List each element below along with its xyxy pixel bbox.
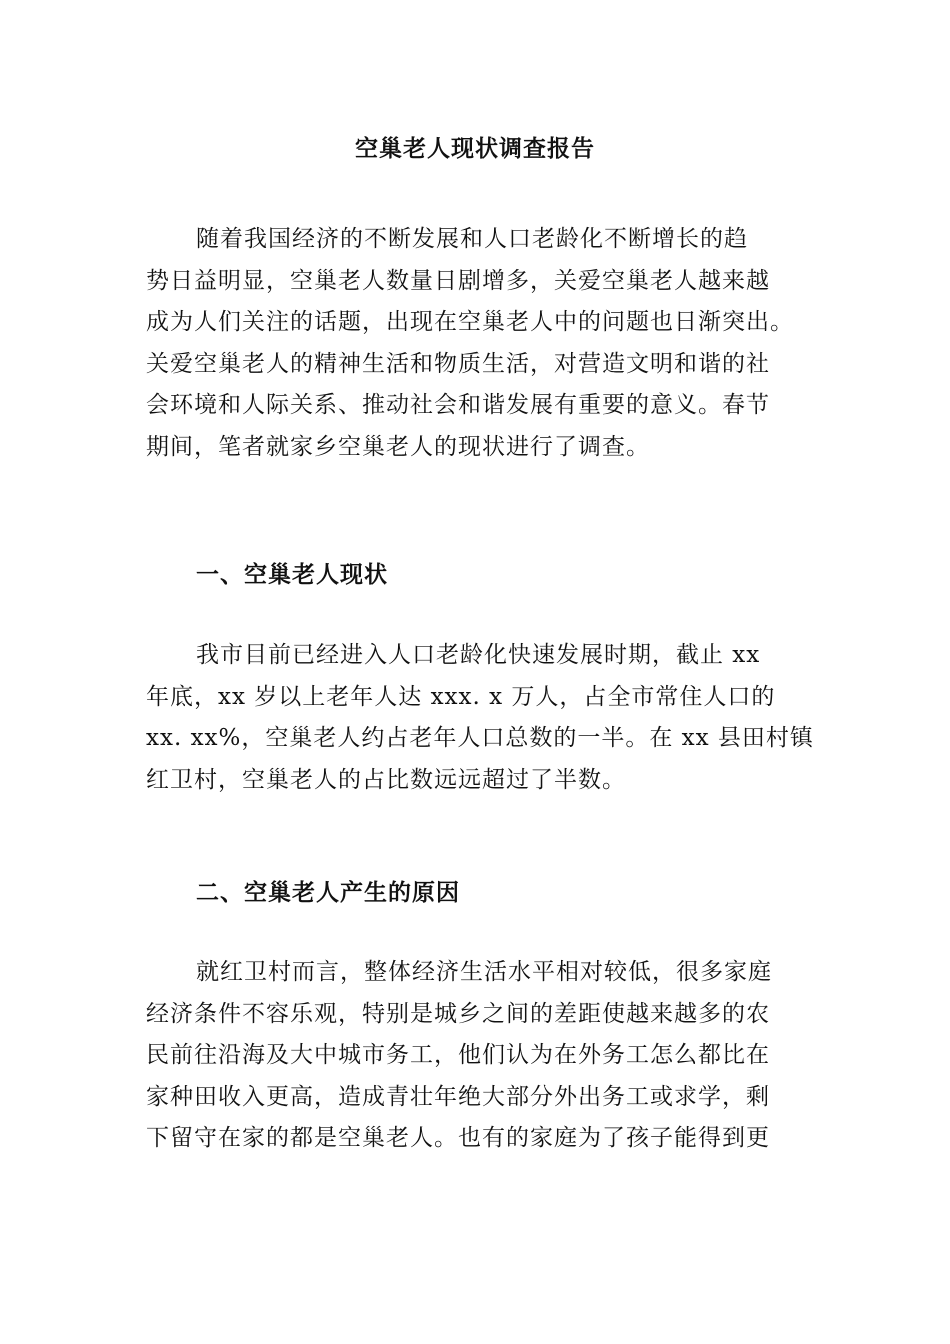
paragraph-line: 下留守在家的都是空巢老人。也有的家庭为了孩子能得到更 [146,1125,770,1152]
intro-paragraph [146,219,816,469]
paragraph-line: 成为人们关注的话题，出现在空巢老人中的问题也日渐突出。 [146,309,794,336]
document-title: 空巢老人现状调查报告 [355,135,595,162]
paragraph-line: 随着我国经济的不断发展和人口老龄化不断增长的趋 [196,226,748,252]
paragraph-line: 期间，笔者就家乡空巢老人的现状进行了调查。 [146,433,650,460]
paragraph-line: 红卫村，空巢老人的占比数远远超过了半数。 [146,766,626,793]
paragraph-line: 经济条件不容乐观，特别是城乡之间的差距使越来越多的农 [146,1000,770,1027]
paragraph-line: xx. xx%，空巢老人约占老年人口总数的一半。在 xx 县田村镇 [146,725,814,752]
section2-paragraph [146,952,816,1160]
paragraph-line: 家种田收入更高，造成青壮年绝大部分外出务工或求学，剩 [146,1083,770,1110]
paragraph-line: 势日益明显，空巢老人数量日剧增多，关爱空巢老人越来越 [146,267,770,294]
paragraph-line: 我市目前已经进入人口老龄化快速发展时期，截止 xx [196,642,761,668]
paragraph-line: 年底，xx 岁以上老年人达 xxx. x 万人，占全市常住人口的 [146,683,776,710]
paragraph-line: 会环境和人际关系、推动社会和谐发展有重要的意义。春节 [146,392,770,419]
paragraph-line: 民前往沿海及大中城市务工，他们认为在外务工怎么都比在 [146,1042,770,1069]
section1-paragraph [146,635,816,801]
section-heading-2: 二、空巢老人产生的原因 [196,879,460,906]
paragraph-line: 关爱空巢老人的精神生活和物质生活，对营造文明和谐的社 [146,350,770,377]
paragraph-line: 就红卫村而言，整体经济生活水平相对较低，很多家庭 [196,959,772,985]
section-heading-1: 一、空巢老人现状 [196,561,388,588]
